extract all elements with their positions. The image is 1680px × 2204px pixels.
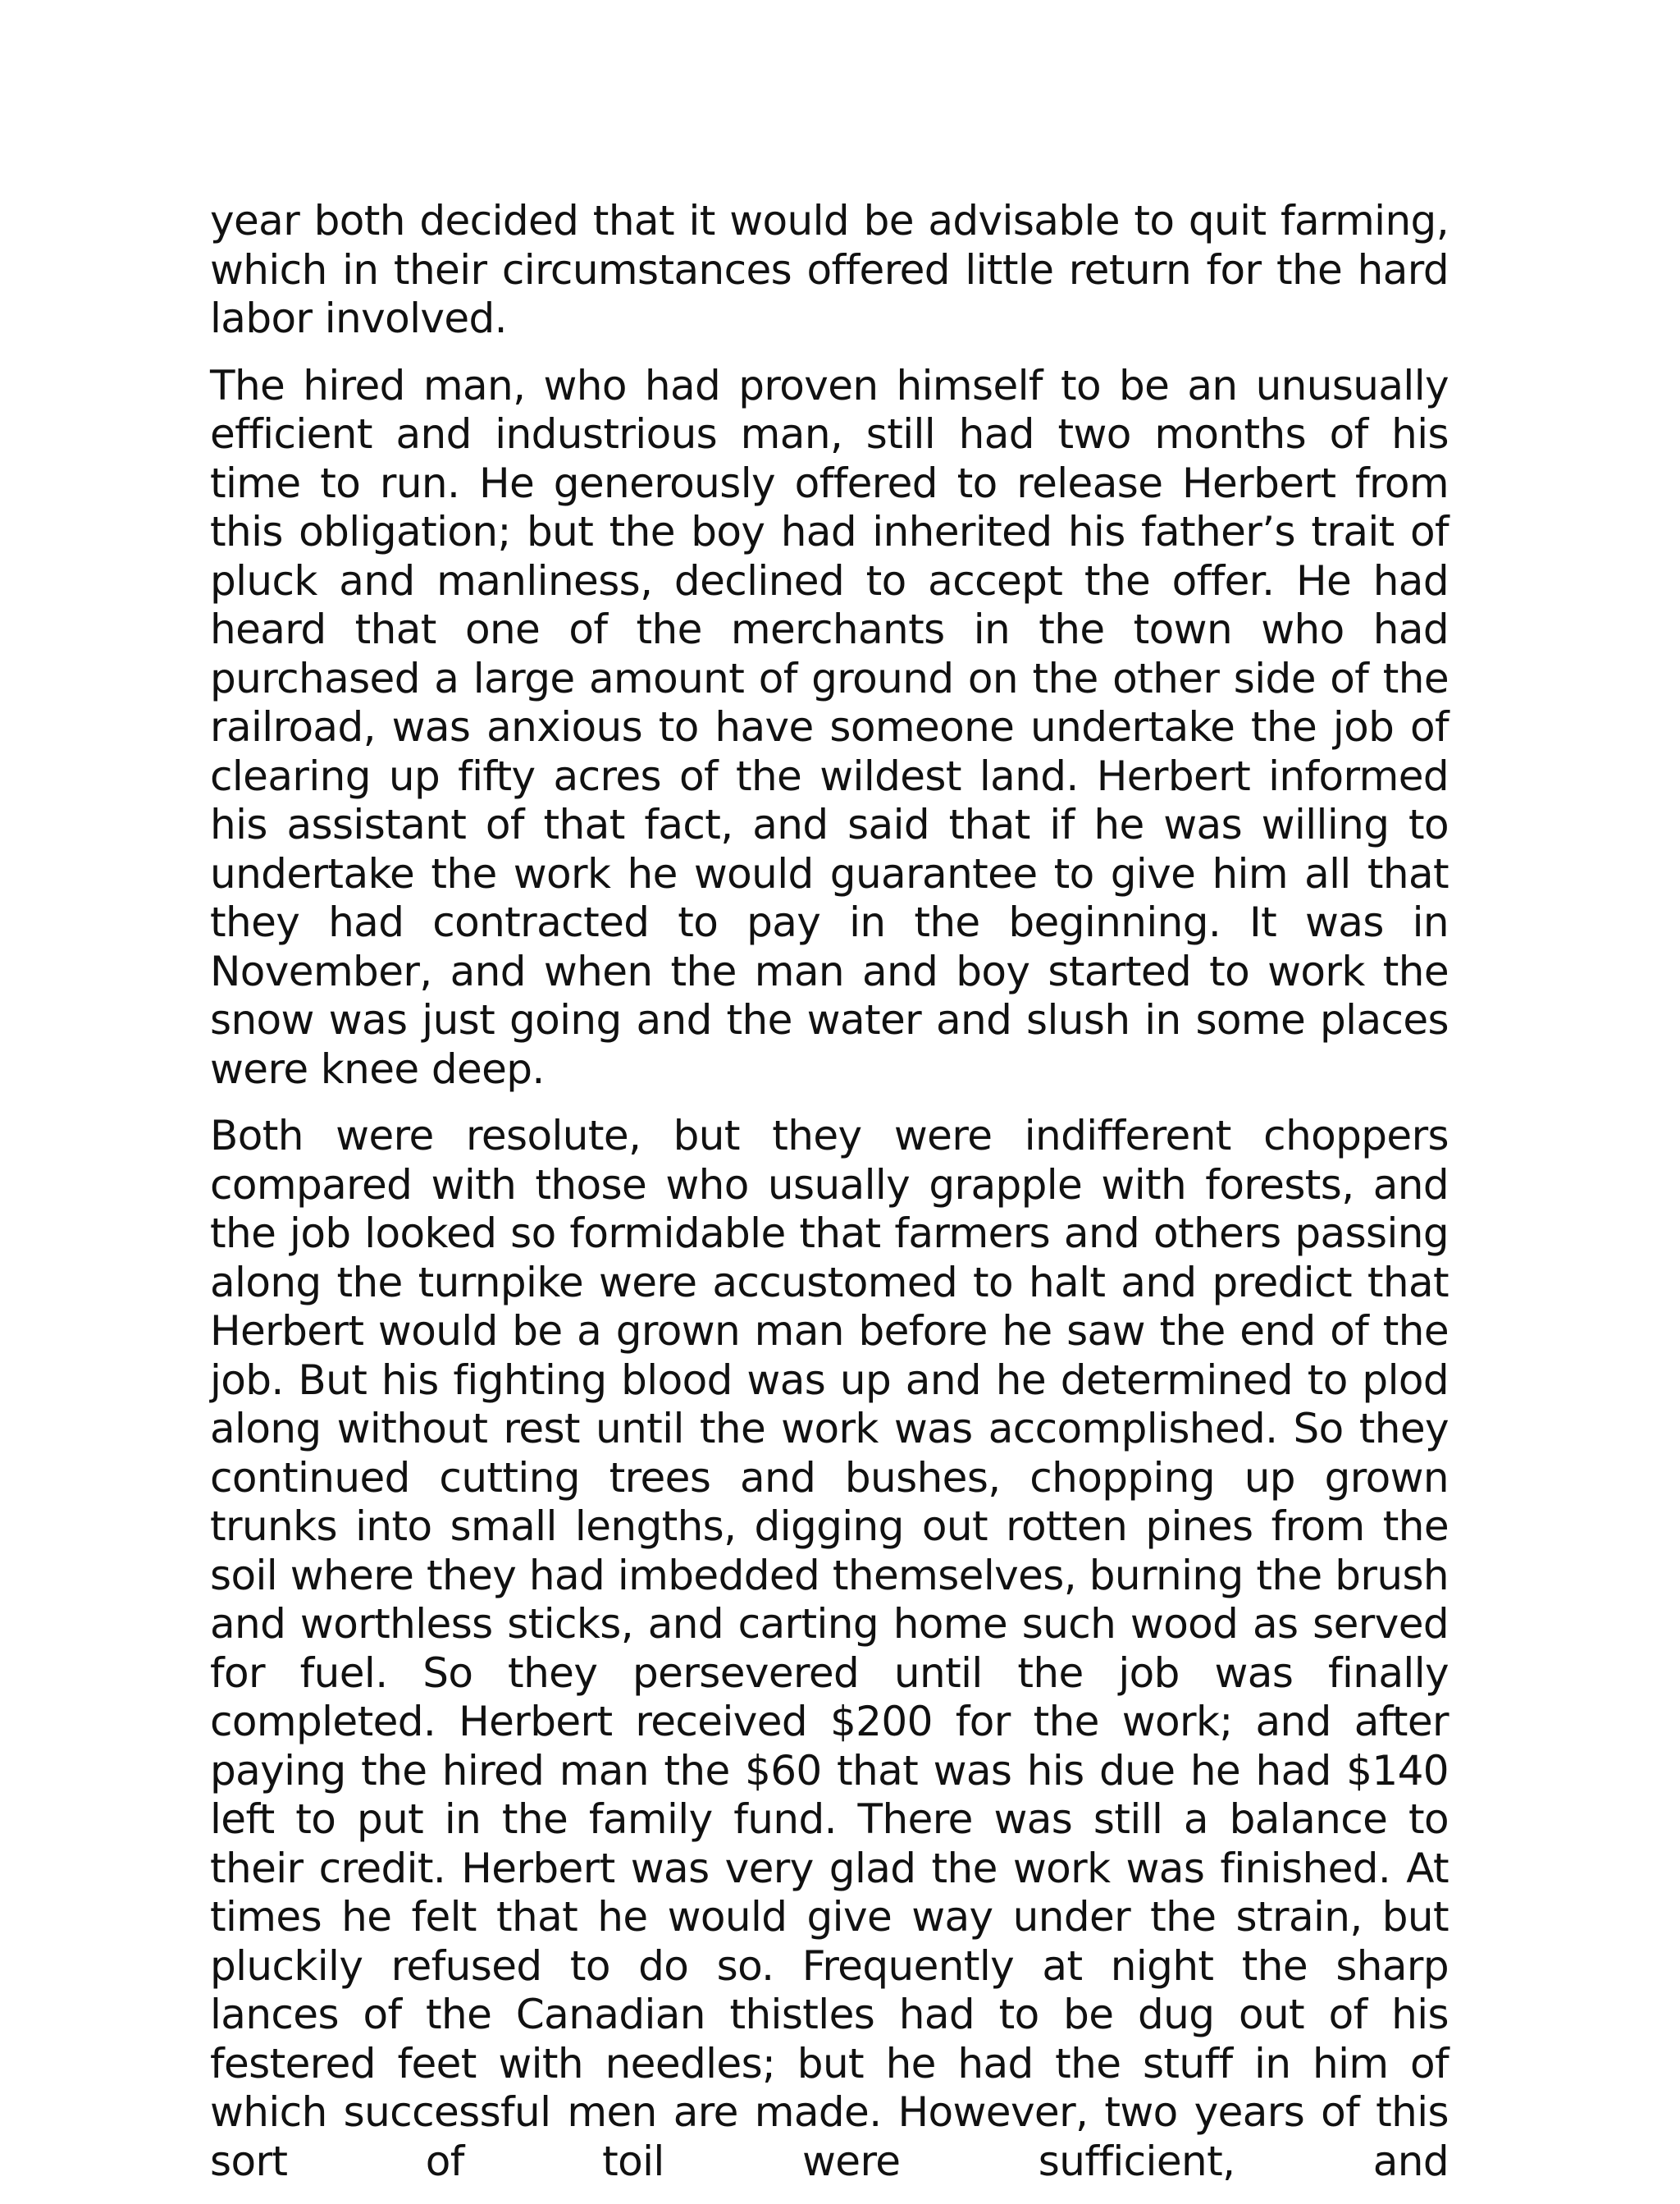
- paragraph-3: Both were resolute, but they were indifferent choppers compared with those who usually grapple with forests, and the job looked so formidable that farmers and others passing along the turnpike were accustomed to halt and predict that Herbert would be a grown man before he saw the end of the job. But his fighting blood was up and he determined to plod along without rest until the work was accomplished. So they continued cutting trees and bushes, chopping up grown trunks into small lengths, digging out rotten pines from the soil where they had imbedded themselves, burning the brush and worthless sticks, and carting home such wood as served for fuel. So they persevered until the job was finally completed. Herbert received $200 for the work; and after paying the hired man the $60 that was his due he had $140 left to put in the family fund. There was still a balance to their credit. Herbert was very glad the work was finished. At times he felt that he would give way under the strain, but pluckily refused to do so. Frequently at night the sharp lances of the Canadian thistles had to be dug out of his festered feet with needles; but he had the stuff in him of which successful men are made. However, two years of this sort of toil were sufficient, and: [210, 1112, 1449, 2185]
- paragraph-1: year both decided that it would be advisable to quit farming, which in their circumstances offered little return for the hard labor involved.: [210, 197, 1449, 342]
- document-page: [210, 197, 1449, 2204]
- paragraph-2: The hired man, who had proven himself to be an unusually efficient and industrious man, still had two months of his time to run. He generously offered to release Herbert from this obligation; but the boy had inherited his father’s trait of pluck and manliness, declined to accept the offer. He had heard that one of the merchants in the town who had purchased a large amount of ground on the other side of the railroad, was anxious to have someone undertake the job of clearing up fifty acres of the wildest land. Herbert informed his assistant of that fact, and said that if he was willing to undertake the work he would guarantee to give him all that they had contracted to pay in the beginning. It was in November, and when the man and boy started to work the snow was just going and the water and slush in some places were knee deep.: [210, 361, 1449, 1093]
